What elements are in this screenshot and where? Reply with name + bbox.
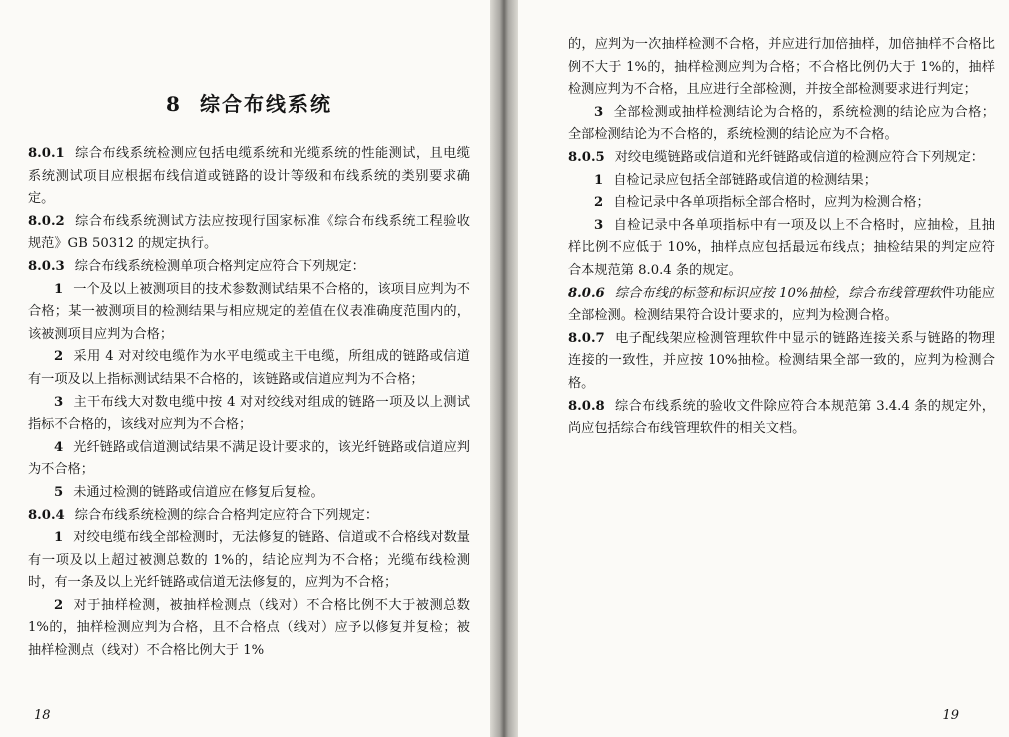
right-page xyxy=(518,0,1009,737)
item-text: 对于抽样检测，被抽样检测点（线对）不合格比例不大于被测总数 1%的，抽样检测应判为合格，且不合格点（线对）应予以修复并复检；被抽样检测点（线对）不合格比例大于 1% xyxy=(28,597,470,659)
list-item xyxy=(28,527,470,595)
clause-number: 8.0.7 xyxy=(568,330,605,346)
item-text: 主干布线大对数电缆中按 4 对对绞线对组成的链路一项及以上测试指标不合格的，该线对应判为不合格； xyxy=(28,394,470,433)
list-item xyxy=(28,437,470,482)
clause-8-0-6 xyxy=(568,283,995,328)
continued-text: 的，应判为一次抽样检测不合格，并应进行加倍抽样，加倍抽样不合格比例不大于 1%的，抽样检测应判为合格；不合格比例仍大于 1%的，抽样检测应判为不合格，且应进行全部检测，并按全部检测要求进行判定； xyxy=(568,37,995,98)
chapter-number: 8 xyxy=(166,92,182,116)
clause-8-0-8 xyxy=(568,396,995,441)
item-number: 3 xyxy=(54,394,64,410)
item-number: 2 xyxy=(594,195,604,211)
clause-number: 8.0.4 xyxy=(28,507,65,523)
list-item xyxy=(568,192,995,215)
item-number: 2 xyxy=(54,597,64,613)
clause-number: 8.0.8 xyxy=(568,398,605,414)
clause-text: 对绞电缆链路或信道和光纤链路或信道的检测应符合下列规定： xyxy=(614,149,984,165)
clause-text: 综合布线系统的验收文件除应符合本规范第 3.4.4 条的规定外，尚应包括综合布线管理软件的相关文档。 xyxy=(568,398,995,437)
clause-8-0-4 xyxy=(28,505,470,528)
item-text: 光纤链路或信道测试结果不满足设计要求的，该光纤链路或信道应判为不合格； xyxy=(28,439,470,478)
page-number: 19 xyxy=(942,708,959,723)
book-gutter xyxy=(490,0,518,737)
clause-8-0-1 xyxy=(28,143,470,211)
clause-number: 8.0.1 xyxy=(28,146,65,161)
list-item xyxy=(28,392,470,437)
clause-8-0-5 xyxy=(568,147,995,170)
item-text: 采用 4 对对绞电缆作为水平电缆或主干电缆，所组成的链路或信道有一项及以上指标测试结果不合格的，该链路或信道应判为不合格； xyxy=(28,349,470,387)
clause-8-0-3 xyxy=(28,256,470,279)
list-item xyxy=(28,279,470,347)
list-item xyxy=(28,595,470,663)
clause-number: 8.0.3 xyxy=(28,258,65,274)
list-item xyxy=(568,170,995,193)
clause-8-0-7 xyxy=(568,328,995,396)
item-number: 1 xyxy=(54,281,64,297)
clause-number: 8.0.6 xyxy=(568,285,605,301)
item-number: 3 xyxy=(594,104,604,120)
chapter-heading xyxy=(28,88,470,117)
item-text: 全部检测或抽样检测结论为合格的，系统检测的结论应为合格；全部检测结论为不合格的，系统检测的结论应为不合格。 xyxy=(568,104,995,143)
clause-text: 综合布线系统检测应包括电缆系统和光缆系统的性能测试，且电缆系统测试项目应根据布线信道或链路的设计等级和布线系统的类别要求确定。 xyxy=(28,146,470,207)
clause-text: 电子配线架应检测管理软件中显示的链路连接关系与链路的物理连接的一致性，并应按 10%抽检。检测结果全部一致的，应判为检测合格。 xyxy=(568,330,995,391)
item-number: 4 xyxy=(54,439,64,455)
list-item xyxy=(568,102,995,147)
item-number: 1 xyxy=(54,530,64,546)
item-text: 对绞电缆布线全部检测时，无法修复的链路、信道或不合格线对数量有一项及以上超过被测总数的 1%的，结论应判为不合格；光缆布线检测时，有一条及以上光纤链路或信道无法修复的，应判为不合格； xyxy=(28,530,470,591)
chapter-title: 综合布线系统 xyxy=(199,92,332,116)
item-text: 自检记录应包括全部链路或信道的检测结果； xyxy=(613,172,877,188)
item-text: 自检记录中各单项指标中有一项及以上不合格时，应抽检，且抽样比例不应低于 10%，抽样点应包括最远布线点；抽检结果的判定应符合本规范第 8.0.4 条的规定。 xyxy=(568,217,995,278)
left-page-body xyxy=(0,0,490,663)
item-number: 1 xyxy=(594,172,604,188)
list-item xyxy=(28,482,470,505)
clause-number: 8.0.2 xyxy=(28,213,65,229)
clause-text-italic: 综合布线的标签和标识应按 10%抽检，综合布线管理软 xyxy=(614,285,942,301)
item-number: 3 xyxy=(594,217,604,233)
item-text: 自检记录中各单项指标全部合格时，应判为检测合格； xyxy=(613,195,930,211)
clause-number: 8.0.5 xyxy=(568,149,605,165)
item-number: 2 xyxy=(54,349,64,365)
left-page xyxy=(0,0,490,737)
right-page-body xyxy=(518,0,1009,441)
item-text: 未通过检测的链路或信道应在修复后复检。 xyxy=(73,484,324,500)
list-item xyxy=(568,215,995,283)
clause-text: 件功能应全部检测。检测结果符合设计要求的，应判为检测合格。 xyxy=(568,285,995,324)
clause-8-0-2 xyxy=(28,211,470,256)
page-number: 18 xyxy=(34,708,51,723)
clause-text: 综合布线系统测试方法应按现行国家标准《综合布线系统工程验收规范》GB 50312 的规定执行。 xyxy=(28,213,470,252)
item-text: 一个及以上被测项目的技术参数测试结果不合格的，该项目应判为不合格；某一被测项目的检测结果与相应规定的差值在仪表准确度范围内的，该被测项目应判为合格； xyxy=(28,281,470,342)
item-number: 5 xyxy=(54,484,64,500)
clause-text: 综合布线系统检测的综合合格判定应符合下列规定： xyxy=(74,507,379,523)
list-item xyxy=(28,346,470,391)
clause-text: 综合布线系统检测单项合格判定应符合下列规定： xyxy=(74,258,365,274)
